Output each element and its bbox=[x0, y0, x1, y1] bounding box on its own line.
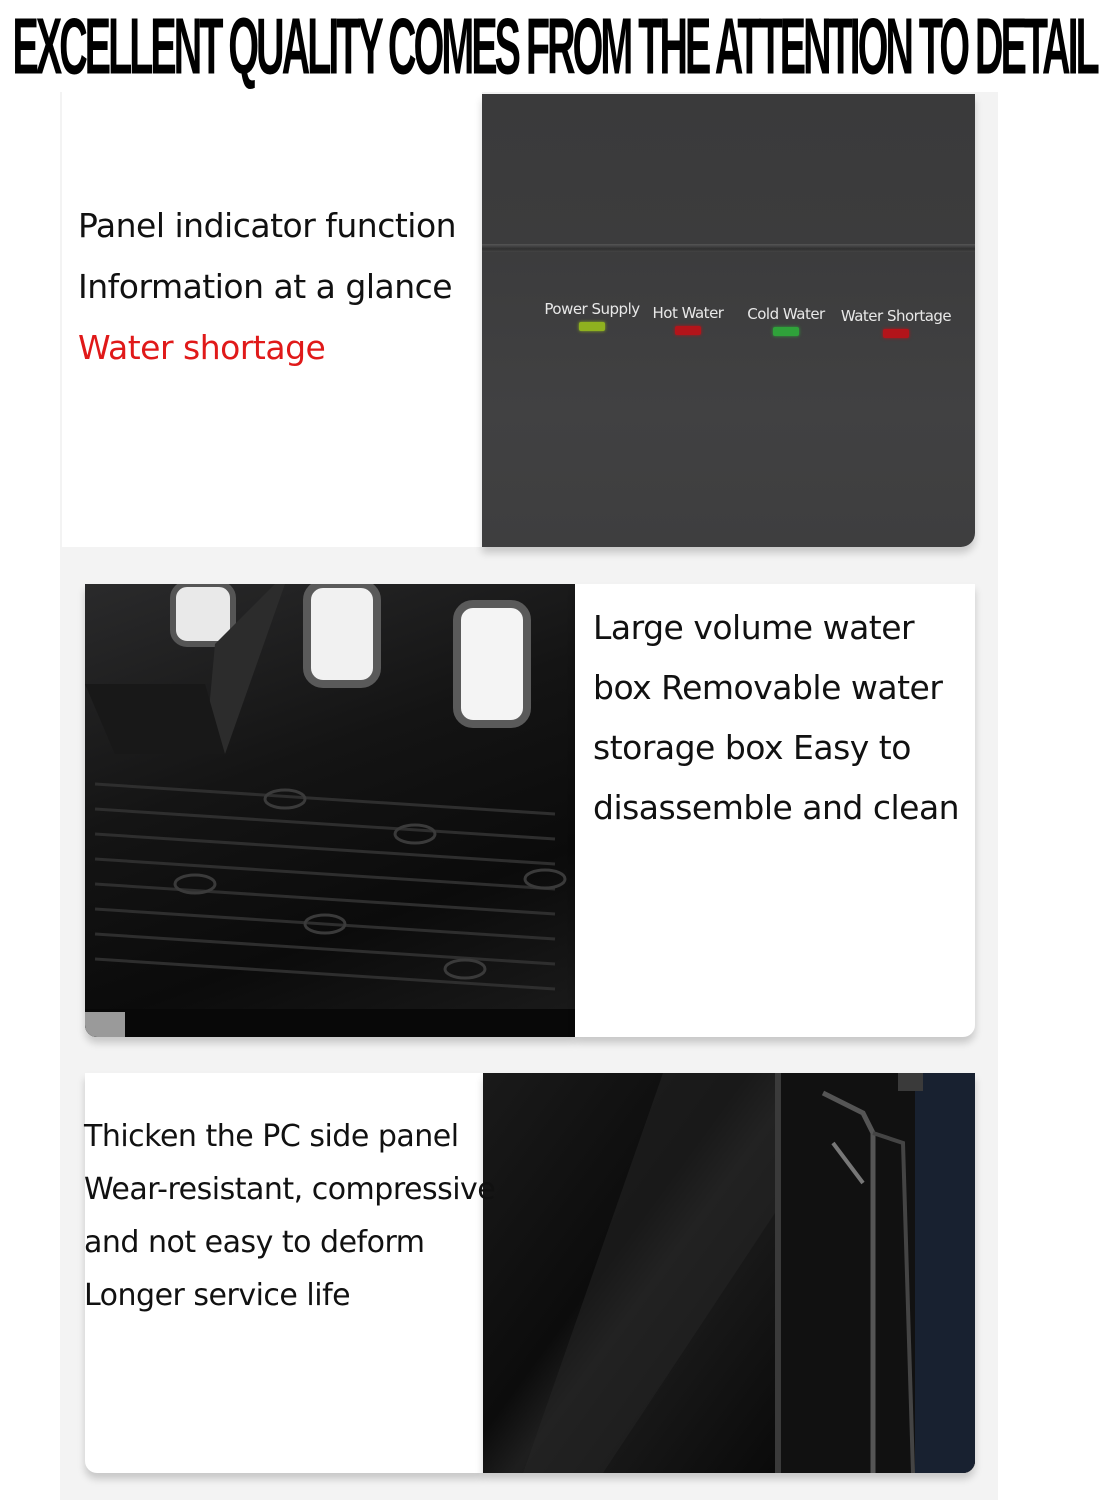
indicator-label: Water Shortage bbox=[840, 307, 952, 325]
water-box-text bbox=[593, 598, 959, 838]
cold-led-icon bbox=[773, 327, 799, 336]
feature-line: Panel indicator function bbox=[78, 206, 457, 245]
indicator-label: Cold Water bbox=[747, 305, 825, 323]
side-panel-photo bbox=[483, 1073, 975, 1473]
drip-tray-illustration bbox=[85, 584, 575, 1037]
indicator-water-shortage bbox=[836, 307, 956, 338]
indicator-power-supply bbox=[532, 300, 652, 331]
panel-seam bbox=[482, 244, 975, 252]
panel-feature-text bbox=[78, 195, 456, 378]
power-led-icon bbox=[579, 322, 605, 331]
side-panel-illustration bbox=[483, 1073, 975, 1473]
tap-icon bbox=[307, 584, 377, 684]
indicator-panel-image bbox=[482, 94, 975, 547]
hot-led-icon bbox=[675, 326, 701, 335]
tap-icon bbox=[457, 604, 527, 724]
indicator-hot-water bbox=[644, 304, 732, 335]
water-shortage-highlight: Water shortage bbox=[78, 328, 326, 367]
feature-line: box Removable water bbox=[593, 668, 943, 707]
headline: EXCELLENT QUALITY COMES FROM THE ATTENTION TO DETAIL bbox=[12, 1, 1097, 92]
side-panel-text bbox=[84, 1110, 495, 1322]
feature-line: Longer service life bbox=[84, 1278, 351, 1313]
feature-line: Thicken the PC side panel bbox=[84, 1119, 459, 1154]
indicator-label: Power Supply bbox=[544, 300, 640, 318]
indicator-label: Hot Water bbox=[652, 304, 724, 322]
feature-line: Information at a glance bbox=[78, 267, 453, 306]
feature-line: Wear-resistant, compressive bbox=[84, 1172, 496, 1207]
feature-line: storage box Easy to bbox=[593, 728, 911, 767]
indicator-cold-water bbox=[742, 305, 830, 336]
feature-line: Large volume water bbox=[593, 608, 915, 647]
water-box-photo bbox=[85, 584, 575, 1037]
feature-line: and not easy to deform bbox=[84, 1225, 425, 1260]
shortage-led-icon bbox=[883, 329, 909, 338]
feature-line: disassemble and clean bbox=[593, 788, 960, 827]
